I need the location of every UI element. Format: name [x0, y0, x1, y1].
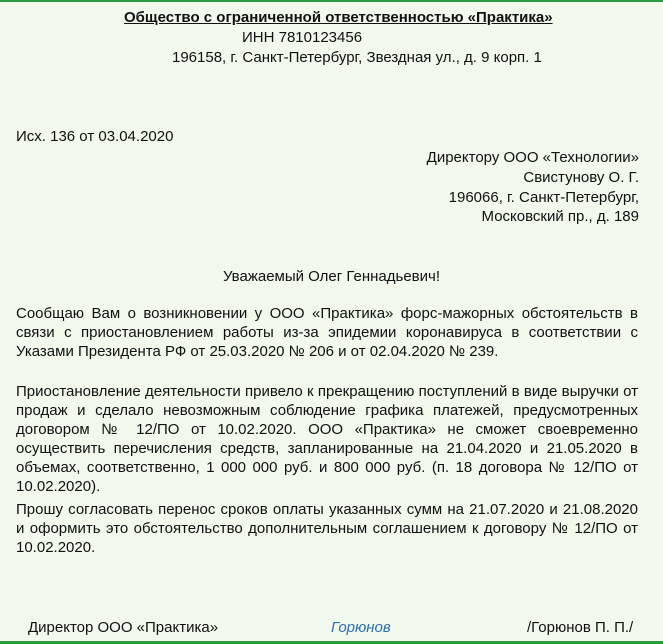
recipient-city: 196066, г. Санкт-Петербург,	[448, 189, 639, 206]
body-paragraph-1: Сообщаю Вам о возникновении у ООО «Практика» форс-мажорных обстоятельств в связи с приостановлением работы из-за эпидемии коронавируса в соответствии с Указами Президента РФ от 25.03.2020 № 206 и от 02.04.2020 № 239.	[16, 305, 638, 360]
company-address: 196158, г. Санкт-Петербург, Звездная ул., д. 9 корп. 1	[172, 49, 542, 66]
recipient-position: Директору ООО «Технологии»	[426, 149, 639, 166]
signer-position: Директор ООО «Практика»	[28, 619, 219, 636]
handwritten-signature: Горюнов	[331, 619, 391, 636]
company-inn: ИНН 7810123456	[242, 29, 363, 46]
signer-name: /Горюнов П. П./	[527, 619, 634, 636]
recipient-street: Московский пр., д. 189	[481, 208, 639, 225]
recipient-name: Свистунову О. Г.	[523, 169, 639, 186]
company-name: Общество с ограниченной ответственностью «Практика»	[124, 9, 553, 26]
outgoing-number: Исх. 136 от 03.04.2020	[16, 128, 174, 145]
greeting: Уважаемый Олег Геннадьевич!	[222, 268, 441, 285]
top-border	[0, 0, 663, 2]
body-paragraph-2: Приостановление деятельности привело к прекращению поступлений в виде выручки от продаж и сделало невозможным соблюдение графика платежей, предусмотренных договором № 12/ПО от 10.02.2020. ООО «Практика» не сможет своевременно осуществить перечисления средств, запланированные на 21.04.2020 и 21.05.2020 в объемах, соответственно, 1 000 000 руб. и 800 000 руб. (п. 18 договора № 12/ПО от 10.02.2020).	[16, 383, 638, 495]
body-paragraph-3: Прошу согласовать перенос сроков оплаты указанных сумм на 21.07.2020 и 21.08.2020 и оформить это обстоятельство дополнительным соглашением к договору № 12/ПО от 10.02.2020.	[16, 501, 638, 556]
